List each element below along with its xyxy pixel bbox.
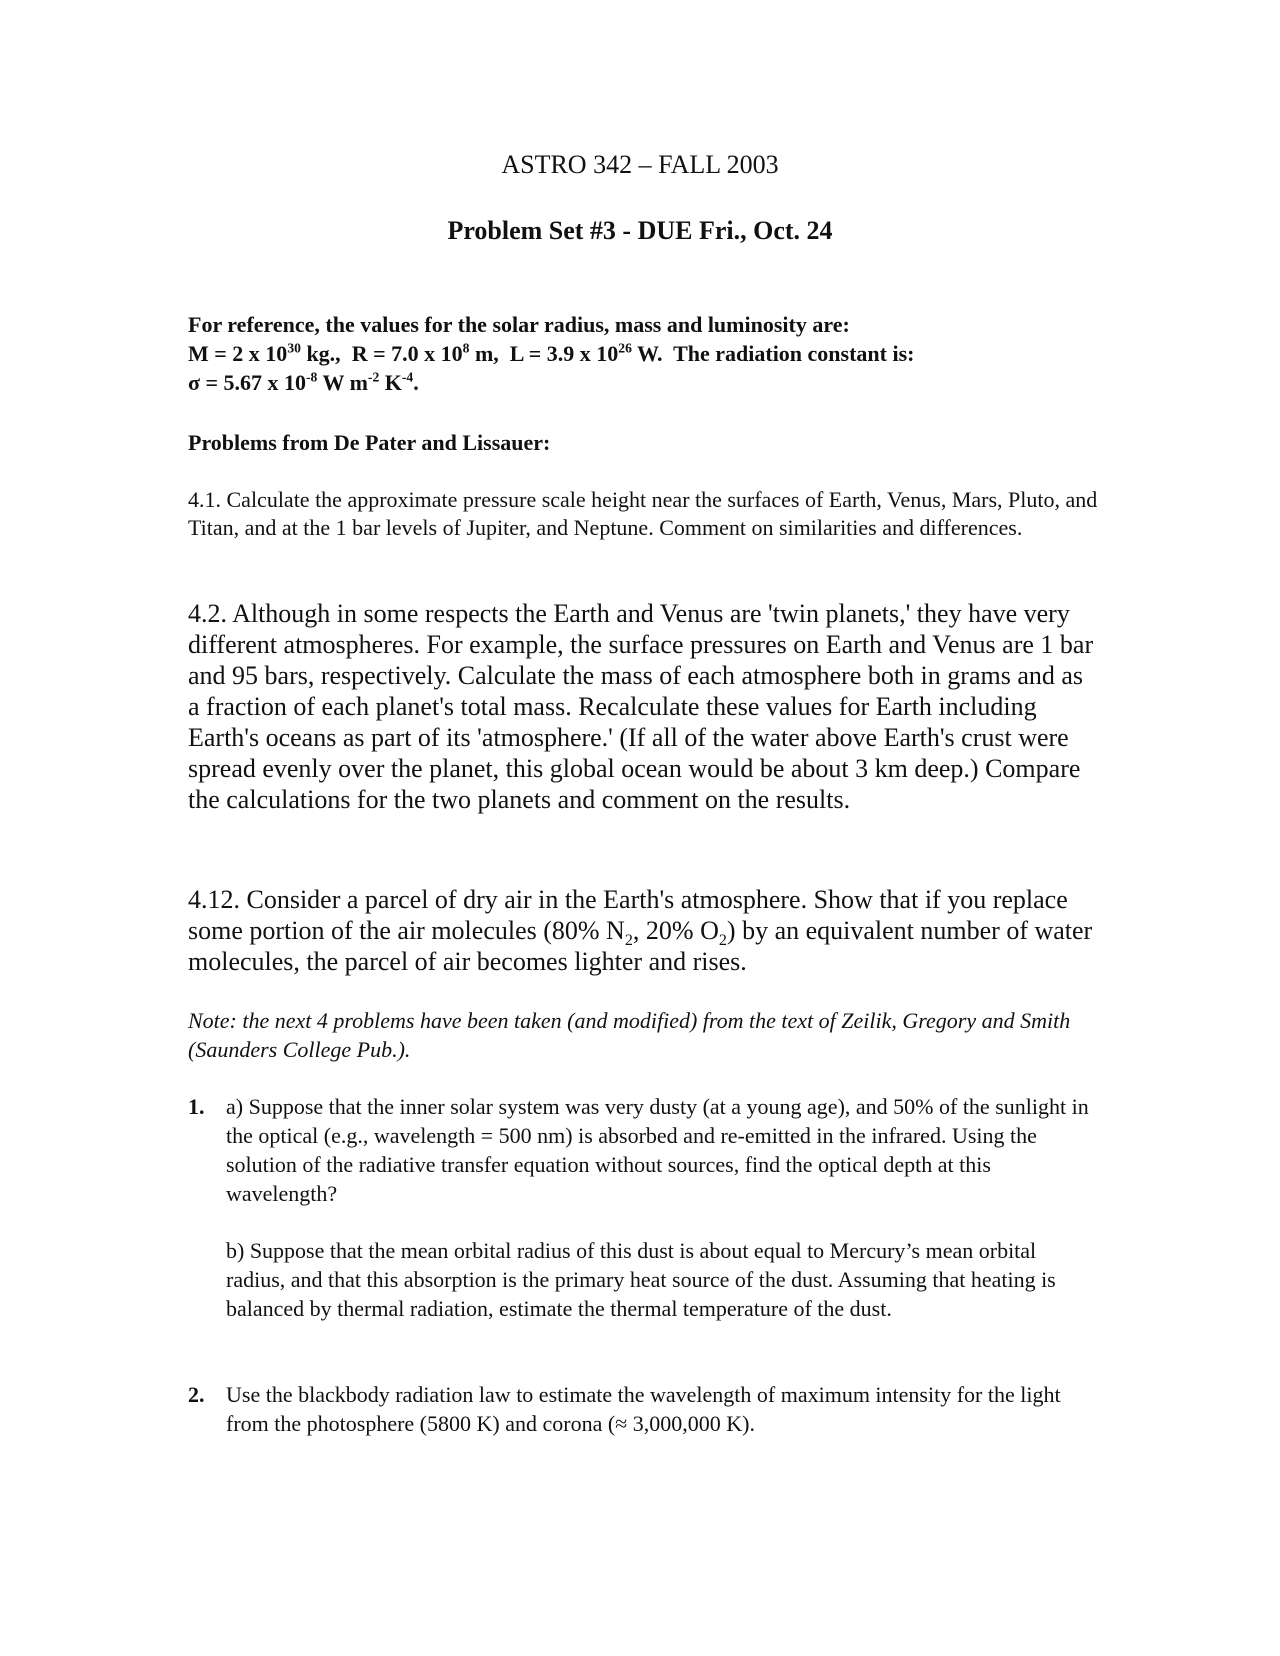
- problem-4-2: 4.2. Although in some respects the Earth and Venus are 'twin planets,' they have very different atmospheres. For example, the surface pressures on Earth and Venus are 1 bar and 95 bars, respectively. Calculate the mass of each atmosphere both in grams and as a fraction of each planet's total mass. Recalculate these values for Earth including Earth's oceans as part of its 'atmosphere.' (If all of the water above Earth's crust were spread evenly over the planet, this global ocean would be about 3 km deep.) Compare the calculations for the two planets and comment on the results.: [188, 599, 1094, 814]
- sigma-label: σ = 5.67 x 10: [188, 370, 307, 395]
- sigma-m-exponent: -2: [367, 369, 380, 385]
- reference-intro: For reference, the values for the solar radius, mass and luminosity are:: [188, 312, 850, 337]
- mass-label: M = 2 x 10: [188, 341, 288, 366]
- problem-2-text: Use the blackbody radiation law to estimate the wavelength of maximum intensity for the light from the photosphere (5800 K) and corona (≈ 3,000,000 K).: [226, 1382, 1061, 1436]
- section-heading: Problems from De Pater and Lissauer:: [188, 430, 551, 455]
- problem-number: 1.: [188, 1094, 205, 1119]
- course-title: ASTRO 342 – FALL 2003: [501, 150, 779, 179]
- n2-subscript: 2: [624, 932, 633, 950]
- sigma-line: [188, 368, 1100, 397]
- problem-set-title: Problem Set #3 - DUE Fri., Oct. 24: [447, 216, 833, 245]
- luminosity-label: L = 3.9 x 10: [509, 341, 619, 366]
- problem-number: 2.: [188, 1382, 205, 1407]
- reference-values-line: [188, 339, 1100, 368]
- radius-unit: m,: [469, 341, 510, 366]
- mass-unit: kg.,: [300, 341, 352, 366]
- luminosity-exponent: 26: [618, 340, 632, 356]
- reference-constants: [188, 310, 1100, 397]
- problem-4-12-part2: , 20% O: [632, 916, 719, 945]
- luminosity-unit: W. The radiation constant is:: [631, 341, 915, 366]
- radius-label: R = 7.0 x 10: [351, 341, 463, 366]
- sigma-exponent: -8: [306, 369, 318, 385]
- problem-1-part-b: b) Suppose that the mean orbital radius of this dust is about equal to Mercury’s mean orbital radius, and that this absorption is the primary heat source of the dust. Assuming that heating is balanced by thermal radiation, estimate the thermal temperature of the dust.: [226, 1238, 1056, 1321]
- problem-4-12-part1: 4.12. Consider a parcel of dry air in the Earth's atmosphere. Show that if you replace some portion of the air molecules (80% N: [188, 885, 1068, 945]
- o2-subscript: 2: [718, 932, 727, 950]
- problem-4-12: [188, 884, 1100, 977]
- sigma-w: W m: [317, 370, 368, 395]
- problem-4-1: 4.1. Calculate the approximate pressure scale height near the surfaces of Earth, Venus, Mars, Pluto, and Titan, and at the 1 bar levels of Jupiter, and Neptune. Comment on similarities and differences.: [188, 487, 1098, 540]
- mass-exponent: 30: [287, 340, 301, 356]
- sigma-end: .: [413, 370, 419, 395]
- sigma-k-exponent: -4: [401, 369, 414, 385]
- problem-1-part-a: a) Suppose that the inner solar system was very dusty (at a young age), and 50% of the sunlight in the optical (e.g., wavelength = 500 nm) is absorbed and re-emitted in the infrared. Using the solution of the radiative transfer equation without sources, find the optical depth at this wavelength?: [226, 1094, 1089, 1206]
- source-note: Note: the next 4 problems have been taken (and modified) from the text of Zeilik, Gregory and Smith (Saunders College Pub.).: [188, 1008, 1071, 1062]
- sigma-k: K: [379, 370, 402, 395]
- radius-exponent: 8: [462, 340, 470, 356]
- problem-4-12-part3: ) by an equivalent number of water molecules, the parcel of air becomes lighter and rises.: [188, 916, 1093, 976]
